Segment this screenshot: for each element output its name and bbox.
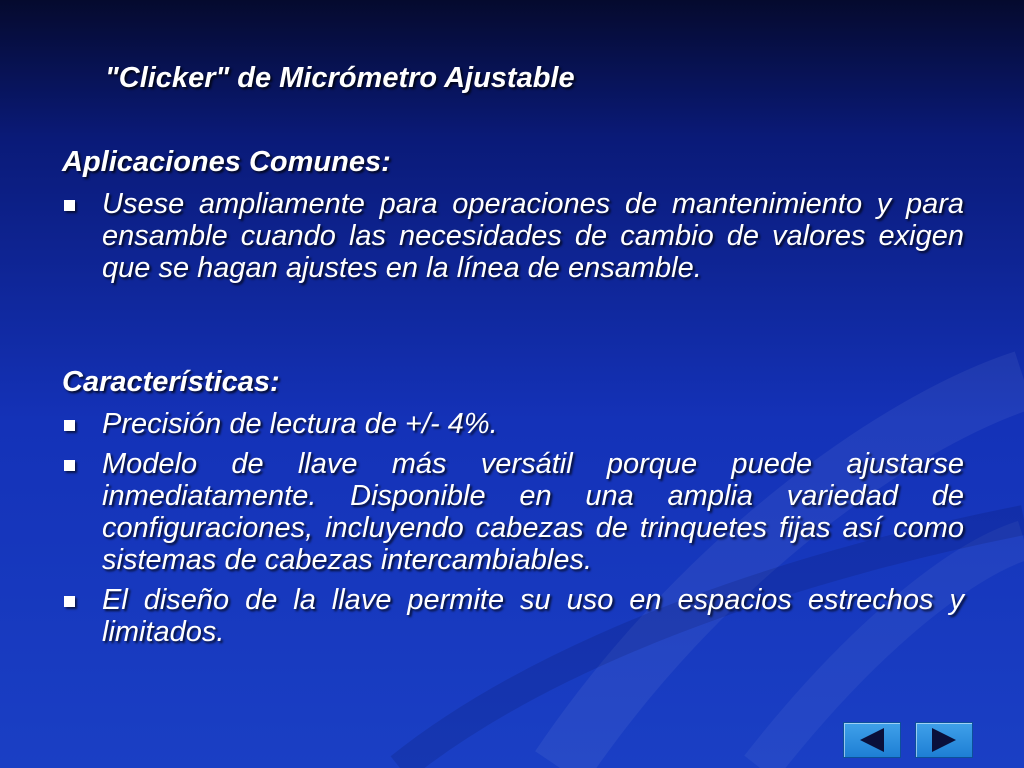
list-item <box>62 408 964 440</box>
list-item <box>62 584 964 648</box>
bullet-text: Modelo de llave más versátil porque puede ajustarse inmediatamente. Disponible en una amplia variedad de configuraciones, incluyendo cabezas de trinquetes fijas así como sistemas de cabezas intercambiables. <box>102 448 964 576</box>
features-list <box>62 408 964 656</box>
list-item <box>62 448 964 576</box>
slide-title: "Clicker" de Micrómetro Ajustable <box>105 62 575 94</box>
next-slide-button[interactable] <box>915 722 973 758</box>
bullet-text: Precisión de lectura de +/- 4%. <box>102 408 498 440</box>
bullet-text: El diseño de la llave permite su uso en espacios estrechos y limitados. <box>102 584 964 648</box>
square-bullet-icon <box>64 460 75 471</box>
list-item <box>62 188 964 284</box>
features-heading: Características: <box>62 366 280 398</box>
previous-slide-button[interactable] <box>843 722 901 758</box>
square-bullet-icon <box>64 596 75 607</box>
triangle-right-icon <box>916 723 972 757</box>
applications-list <box>62 188 964 292</box>
bullet-text: Usese ampliamente para operaciones de mantenimiento y para ensamble cuando las necesidades de cambio de valores exigen que se hagan ajustes en la línea de ensamble. <box>102 188 964 284</box>
square-bullet-icon <box>64 200 75 211</box>
triangle-left-icon <box>844 723 900 757</box>
square-bullet-icon <box>64 420 75 431</box>
applications-heading: Aplicaciones Comunes: <box>62 146 391 178</box>
